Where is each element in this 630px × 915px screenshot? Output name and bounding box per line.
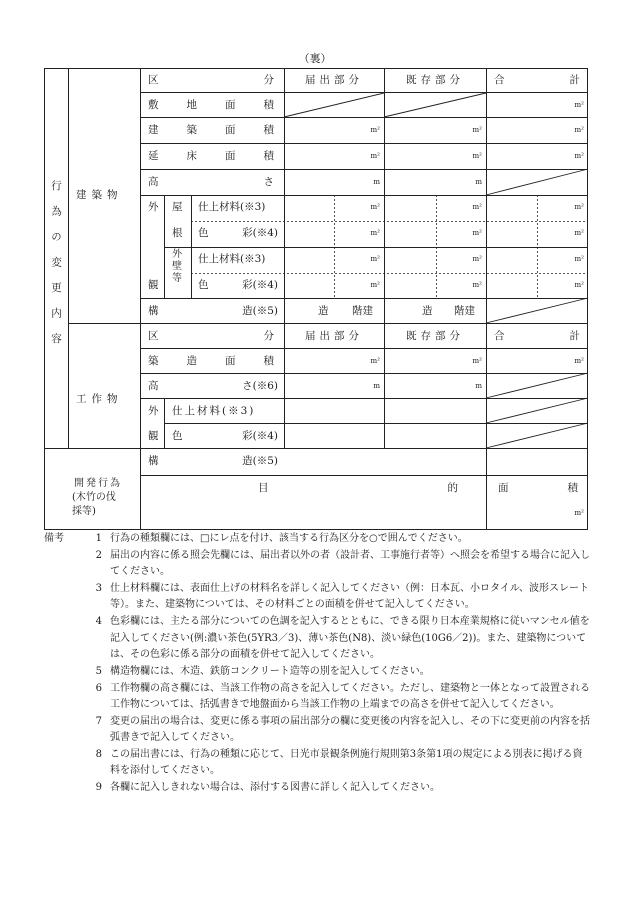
row-height-label: 高 さ — [148, 176, 274, 188]
wall-color-filed-unit: m² — [370, 281, 380, 289]
development-area-unit: m² — [574, 509, 584, 517]
page-title: （裏） — [298, 52, 332, 65]
obj-color-label: 色 彩(※4) — [172, 430, 278, 442]
building-header-category: 区 分 — [148, 74, 274, 86]
floor-area-total-unit: m² — [574, 152, 584, 160]
structure-existing-floors: 階建 — [454, 305, 475, 317]
note-item: 4 色彩欄には、主たる部分についての色調を記入するとともに、できる限り日本産業規格に従いマンセル値を記入してください(例:濃い茶色(5YR3／3)、薄い茶色(N8)、淡い緑色(10G6／2))。また、建築物については、その色彩に係る部分の面積を併せて記入してください。 — [95, 616, 590, 660]
wall-finish-existing-unit: m² — [472, 255, 482, 263]
note-item: 5 構造物欄には、木造、鉄筋コンクリート造等の別を記入してください。 — [95, 665, 430, 677]
wall-label-top: 外 — [172, 249, 182, 260]
row-floor-area-label: 延 床 面 積 — [148, 150, 274, 162]
building-area-total-unit: m² — [574, 126, 584, 134]
obj-finish-label: 仕上材料(※3) — [172, 405, 256, 417]
height-existing-unit: m — [475, 178, 482, 186]
obj-header-category: 区 分 — [148, 330, 274, 342]
obj-header-existing: 既存部分 — [406, 330, 464, 342]
notes-section — [44, 531, 592, 797]
roof-label-top: 屋 — [172, 201, 183, 213]
obj-height-existing-unit: m — [475, 382, 482, 390]
row-built-area-label: 築 造 面 積 — [148, 355, 274, 367]
exterior-label-top: 外 — [148, 201, 159, 213]
development-label-line3: 採等) — [72, 506, 96, 517]
structure-filed-floors: 階建 — [352, 305, 373, 317]
row-obj-height-label: 高 さ(※6) — [148, 380, 278, 392]
exterior-label-bottom: 観 — [148, 279, 159, 291]
development-label-line1: 開発行為 — [74, 478, 122, 489]
building-header-existing: 既存部分 — [406, 74, 464, 86]
floor-area-filed-unit: m² — [370, 152, 380, 160]
development-purpose-label: 目 的 — [258, 482, 458, 494]
built-area-existing-unit: m² — [472, 357, 482, 365]
roof-color-label: 色 彩(※4) — [198, 227, 278, 239]
obj-exterior-label-bottom: 観 — [148, 430, 159, 442]
roof-finish-total-unit: m² — [574, 203, 584, 211]
note-item: 6 工作物欄の高さ欄には、当該工作物の高さを記入してください。ただし、建築物と一体となって設置される工作物については、括弧書きで地盤面から当該工作物の上端までの高さを併せて記入してください。 — [95, 682, 590, 710]
row-site-area-label: 敷 地 面 積 — [148, 99, 274, 111]
note-item: 8 この届出書には、行為の種類に応じて、日光市景観条例施行規則第3条第1項の規定による別表に掲げる資料を添付してください。 — [95, 749, 583, 777]
building-header-filed: 届出部分 — [305, 74, 363, 86]
building-group-label: 建築物 — [76, 189, 123, 201]
obj-height-filed-unit: m — [373, 382, 380, 390]
roof-color-total-unit: m² — [574, 229, 584, 237]
roof-finish-existing-unit: m² — [472, 203, 482, 211]
note-item: 1 行為の種類欄には、□にレ点を付け、該当する行為区分を○で囲んでください。 — [95, 533, 468, 544]
roof-color-existing-unit: m² — [472, 229, 482, 237]
building-area-filed-unit: m² — [370, 126, 380, 134]
height-filed-unit: m — [373, 178, 380, 186]
slash-obj-structure-total — [486, 423, 588, 448]
wall-color-existing-unit: m² — [472, 281, 482, 289]
wall-finish-total-unit: m² — [574, 255, 584, 263]
note-item: 3 仕上材料欄には、表面仕上げの材料名を詳しく記入してください（例：日本瓦、小ロタイル、波形スレート等）。また、建築物については、その材料ごとの面積を併せて記入してください。 — [95, 583, 589, 611]
slash-site-filed — [284, 93, 384, 117]
roof-finish-label: 仕上材料(※3) — [198, 201, 266, 213]
structure-filed-zo: 造 — [318, 305, 329, 317]
built-area-total-unit: m² — [574, 357, 584, 365]
note-item: 7 変更の届出の場合は、変更に係る事項の届出部分の欄に変更後の内容を記入し、その下に変更前の内容を括弧書きで記入してください。 — [95, 715, 590, 744]
row-building-area-label: 建 築 面 積 — [148, 124, 274, 136]
obj-header-total: 合 計 — [494, 330, 580, 342]
roof-color-filed-unit: m² — [370, 229, 380, 237]
row-obj-structure-label: 構 造(※5) — [148, 455, 278, 467]
site-area-total-unit: m² — [574, 101, 584, 109]
wall-finish-label: 仕上材料(※3) — [198, 253, 266, 265]
wall-color-total-unit: m² — [574, 281, 584, 289]
slash-site-existing — [384, 93, 486, 117]
slash-structure-total — [486, 298, 588, 323]
slash-height-total — [486, 169, 588, 195]
development-area-label: 面 積 — [498, 482, 578, 494]
development-label-line2: (木竹の伐 — [72, 492, 116, 503]
structure-existing-zo: 造 — [422, 305, 433, 317]
floor-area-existing-unit: m² — [472, 152, 482, 160]
note-item: 9 各欄に記入しきれない場合は、添付する図書に詳しく記入してください。 — [95, 782, 440, 794]
roof-label-bottom: 根 — [172, 227, 183, 239]
wall-label-bottom: 等 — [172, 273, 182, 284]
notes-heading: 備考 — [44, 533, 64, 544]
notification-form-table — [44, 68, 588, 530]
slash-obj-finish-total — [486, 373, 588, 398]
building-header-total: 合 計 — [494, 74, 580, 86]
roof-finish-filed-unit: m² — [370, 203, 380, 211]
wall-finish-filed-unit: m² — [370, 255, 380, 263]
built-area-filed-unit: m² — [370, 357, 380, 365]
slash-obj-color-total — [486, 398, 588, 423]
structure-group-label: 工作物 — [76, 393, 123, 405]
wall-color-label: 色 彩(※4) — [198, 279, 278, 291]
section-label: 行為の変更内容 — [50, 180, 62, 359]
wall-label-mid: 壁 — [172, 261, 182, 272]
note-item: 2 届出の内容に係る照会先欄には、届出者以外の者（設計者、工事施行者等）へ照会を希望する場合に記入してください。 — [95, 549, 590, 578]
obj-header-filed: 届出部分 — [305, 330, 363, 342]
row-structure-label: 構 造(※5) — [148, 305, 278, 317]
building-area-existing-unit: m² — [472, 126, 482, 134]
obj-exterior-label-top: 外 — [148, 405, 159, 417]
table-grid — [44, 68, 588, 530]
